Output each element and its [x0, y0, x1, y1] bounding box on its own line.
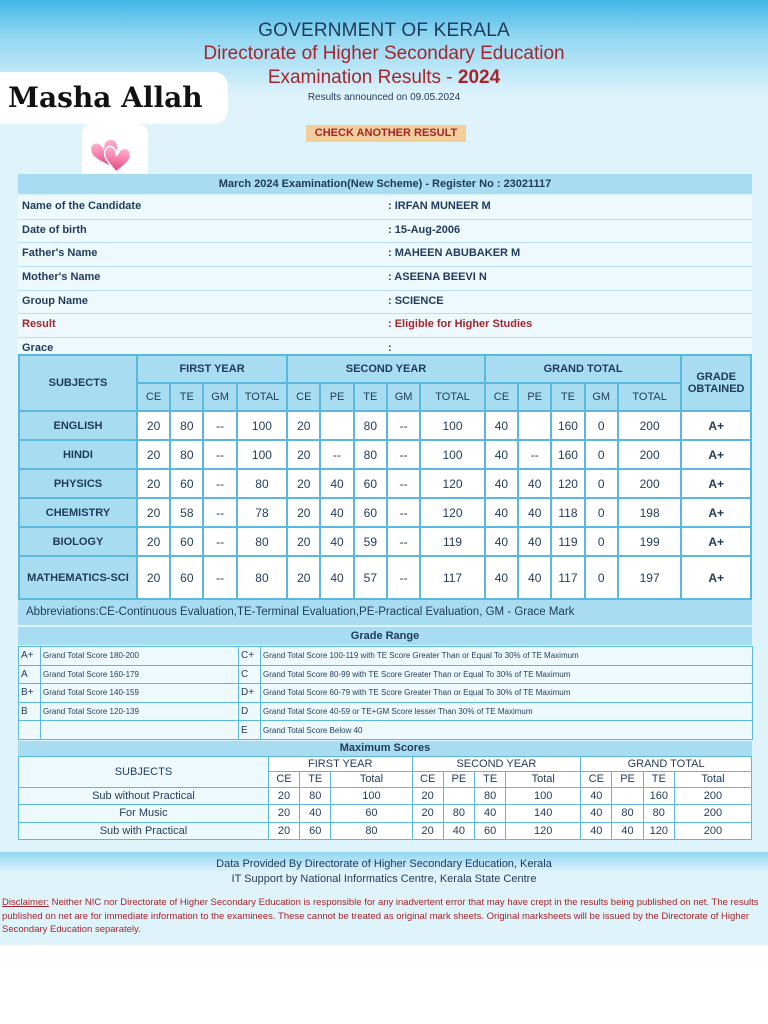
- column-header: CE: [268, 772, 299, 787]
- mark-cell: --: [387, 527, 420, 556]
- candidate-name-value: : IRFAN MUNEER M: [388, 200, 491, 212]
- grade-label: C: [239, 665, 261, 684]
- grade-label: A: [19, 665, 41, 684]
- mark-cell: 20: [137, 411, 170, 440]
- mark-cell: 200: [618, 411, 682, 440]
- max-score-cell: 40: [475, 805, 506, 822]
- mark-cell: 20: [287, 411, 320, 440]
- father-name-label: Father's Name: [22, 247, 98, 260]
- grade-cell: A+: [681, 527, 751, 556]
- mark-cell: 198: [618, 498, 682, 527]
- mark-cell: 0: [585, 411, 618, 440]
- result-label: Result: [22, 318, 56, 331]
- grade-description: Grand Total Score 80-99 with TE Score Greater Than or Equal To 30% of TE Maximum: [261, 665, 753, 684]
- table-row: [19, 469, 751, 498]
- max-subjects-header: SUBJECTS: [19, 757, 269, 788]
- group-name-label: Group Name: [22, 294, 89, 307]
- mark-cell: [518, 411, 551, 440]
- grade-label: B+: [19, 684, 41, 703]
- grade-description: Grand Total Score 40-59 or TE+GM Score lesser Than 30% of TE Maximum: [261, 702, 753, 721]
- data-provided-note: Data Provided By Directorate of Higher Secondary Education, Kerala: [216, 858, 552, 870]
- grade-label: D: [239, 702, 261, 721]
- mark-cell: --: [203, 469, 236, 498]
- mark-cell: 120: [420, 498, 485, 527]
- mark-cell: 160: [551, 440, 584, 469]
- grade-range-row: [19, 702, 753, 721]
- column-header: TE: [170, 383, 203, 411]
- max-subject-name: For Music: [19, 805, 269, 822]
- max-score-cell: 80: [643, 805, 674, 822]
- grade-cell: A+: [681, 498, 751, 527]
- column-header: TOTAL: [420, 383, 485, 411]
- grade-description: [41, 721, 239, 740]
- grade-description: Grand Total Score Below 40: [261, 721, 753, 740]
- max-score-cell: 80: [475, 787, 506, 804]
- mark-cell: 57: [354, 556, 387, 599]
- mark-cell: 80: [354, 440, 387, 469]
- mark-cell: 60: [170, 469, 203, 498]
- mark-cell: 0: [585, 498, 618, 527]
- max-score-cell: 80: [331, 822, 412, 839]
- mark-cell: 60: [170, 556, 203, 599]
- max-score-cell: 20: [412, 822, 443, 839]
- mark-cell: 78: [237, 498, 287, 527]
- mark-cell: [320, 411, 353, 440]
- column-header: CE: [412, 772, 443, 787]
- mark-cell: --: [387, 440, 420, 469]
- max-score-cell: [443, 787, 474, 804]
- grade-label: D+: [239, 684, 261, 703]
- mark-cell: 40: [485, 556, 518, 599]
- marks-table: [18, 354, 752, 600]
- table-row: [19, 411, 751, 440]
- max-score-cell: 60: [300, 822, 331, 839]
- mark-cell: 117: [551, 556, 584, 599]
- mark-cell: 40: [320, 498, 353, 527]
- max-first-year-header: FIRST YEAR: [268, 757, 412, 772]
- column-header: CE: [485, 383, 518, 411]
- max-score-cell: 40: [612, 822, 643, 839]
- column-header: PE: [443, 772, 474, 787]
- max-subject-name: Sub without Practical: [19, 787, 269, 804]
- mark-cell: 40: [485, 411, 518, 440]
- result-value: : Eligible for Higher Studies: [388, 318, 533, 331]
- max-score-cell: 40: [443, 822, 474, 839]
- mark-cell: 118: [551, 498, 584, 527]
- father-name-row: [18, 243, 752, 267]
- mark-cell: 20: [137, 556, 170, 599]
- mother-name-label: Mother's Name: [22, 271, 101, 284]
- mark-cell: 40: [485, 440, 518, 469]
- first-year-header: FIRST YEAR: [137, 355, 287, 383]
- it-support-note: IT Support by National Informatics Centre, Kerala State Centre: [231, 873, 537, 885]
- column-header: GM: [203, 383, 236, 411]
- max-second-year-header: SECOND YEAR: [412, 757, 581, 772]
- max-score-cell: 100: [506, 787, 581, 804]
- mark-cell: 60: [354, 498, 387, 527]
- max-score-cell: 60: [475, 822, 506, 839]
- mark-cell: --: [387, 498, 420, 527]
- subject-name: BIOLOGY: [19, 527, 137, 556]
- disclaimer-label: Disclaimer:: [2, 897, 49, 908]
- max-scores-body: [19, 787, 752, 839]
- grade-description: Grand Total Score 140-159: [41, 684, 239, 703]
- mark-cell: 20: [287, 469, 320, 498]
- mark-cell: 40: [518, 527, 551, 556]
- mother-name-row: [18, 267, 752, 291]
- mark-cell: 80: [237, 527, 287, 556]
- mark-cell: 119: [420, 527, 485, 556]
- grade-label: E: [239, 721, 261, 740]
- max-score-cell: 200: [674, 805, 751, 822]
- mark-cell: --: [320, 440, 353, 469]
- grand-total-header: GRAND TOTAL: [485, 355, 682, 383]
- mark-cell: 0: [585, 469, 618, 498]
- mark-cell: 80: [354, 411, 387, 440]
- grade-cell: A+: [681, 440, 751, 469]
- max-header-row: [19, 757, 752, 772]
- grade-range-title: Grade Range: [18, 627, 752, 645]
- mark-cell: 40: [485, 469, 518, 498]
- father-name-value: : MAHEEN ABUBAKER M: [388, 247, 521, 260]
- masha-allah-caption: Masha Allah: [0, 72, 228, 124]
- max-score-cell: 160: [643, 787, 674, 804]
- table-row: [19, 556, 751, 599]
- max-score-cell: 40: [581, 805, 612, 822]
- max-score-cell: 20: [268, 805, 299, 822]
- mother-name-value: : ASEENA BEEVI N: [388, 271, 487, 284]
- column-header: PE: [518, 383, 551, 411]
- grace-value: :: [388, 342, 392, 355]
- maximum-scores-title: Maximum Scores: [18, 741, 752, 756]
- exam-year: 2024: [457, 67, 501, 88]
- candidate-name-row: [18, 196, 752, 220]
- grade-description: Grand Total Score 160-179: [41, 665, 239, 684]
- column-header: PE: [320, 383, 353, 411]
- mark-cell: 40: [518, 498, 551, 527]
- directorate-title: Directorate of Higher Secondary Education: [203, 43, 565, 64]
- grade-label: C+: [239, 647, 261, 666]
- column-header: GM: [387, 383, 420, 411]
- dob-label: Date of birth: [22, 223, 87, 236]
- table-row: [19, 498, 751, 527]
- subject-name: HINDI: [19, 440, 137, 469]
- column-header: GM: [585, 383, 618, 411]
- grade-label: A+: [19, 647, 41, 666]
- max-score-cell: 40: [300, 805, 331, 822]
- mark-cell: 40: [320, 469, 353, 498]
- max-score-cell: 200: [674, 787, 751, 804]
- max-score-cell: 20: [412, 805, 443, 822]
- mark-cell: 40: [518, 556, 551, 599]
- grade-range-row: [19, 721, 753, 740]
- max-score-cell: [612, 787, 643, 804]
- mark-cell: --: [387, 411, 420, 440]
- max-score-cell: 20: [268, 822, 299, 839]
- mark-cell: 20: [287, 527, 320, 556]
- mark-cell: 80: [170, 411, 203, 440]
- column-header: TOTAL: [237, 383, 287, 411]
- disclaimer: [2, 896, 768, 937]
- mark-cell: --: [203, 527, 236, 556]
- column-header: TOTAL: [618, 383, 682, 411]
- mark-cell: 120: [420, 469, 485, 498]
- grade-range-body: [19, 647, 753, 740]
- mark-cell: 20: [287, 440, 320, 469]
- dob-value: : 15-Aug-2006: [388, 223, 461, 236]
- results-announced-date: Results announced on 09.05.2024: [307, 92, 461, 103]
- mark-cell: 20: [137, 527, 170, 556]
- grade-cell: A+: [681, 469, 751, 498]
- mark-cell: 20: [137, 469, 170, 498]
- max-score-cell: 40: [581, 822, 612, 839]
- max-grand-total-header: GRAND TOTAL: [581, 757, 752, 772]
- max-score-cell: 40: [581, 787, 612, 804]
- grade-description: Grand Total Score 180-200: [41, 647, 239, 666]
- max-score-cell: 60: [331, 805, 412, 822]
- grade-cell: A+: [681, 411, 751, 440]
- mark-cell: 200: [618, 469, 682, 498]
- grade-range-row: [19, 665, 753, 684]
- column-header: CE: [581, 772, 612, 787]
- mark-cell: --: [518, 440, 551, 469]
- grade-description: Grand Total Score 100-119 with TE Score Greater Than or Equal To 30% of TE Maximum: [261, 647, 753, 666]
- mark-cell: 20: [287, 556, 320, 599]
- dob-row: [18, 220, 752, 244]
- max-score-cell: 100: [331, 787, 412, 804]
- mark-cell: 20: [137, 498, 170, 527]
- mark-cell: 0: [585, 556, 618, 599]
- check-another-result-button[interactable]: CHECK ANOTHER RESULT: [306, 125, 466, 142]
- maximum-scores-table: [18, 756, 752, 840]
- subject-name: PHYSICS: [19, 469, 137, 498]
- subject-name: ENGLISH: [19, 411, 137, 440]
- max-score-cell: 140: [506, 805, 581, 822]
- grade-label: [19, 721, 41, 740]
- mark-cell: 100: [420, 411, 485, 440]
- mark-cell: --: [387, 469, 420, 498]
- column-header: Total: [506, 772, 581, 787]
- disclaimer-text: Neither NIC nor Directorate of Higher Secondary Education is responsible for any inadvertent error that may have crept in the results being published on net. The results published on net are for immediate information to the examinees. These cannot be treated as original mark sheets. Original marksheets will be issued by the Directorate of Higher Secondary Education separately.: [2, 897, 759, 935]
- mark-cell: 20: [287, 498, 320, 527]
- grade-cell: A+: [681, 556, 751, 599]
- max-score-cell: 200: [674, 822, 751, 839]
- grade-range-row: [19, 684, 753, 703]
- mark-cell: 120: [551, 469, 584, 498]
- grade-obtained-header: GRADE OBTAINED: [681, 355, 751, 411]
- group-name-value: : SCIENCE: [388, 294, 444, 307]
- max-score-cell: 120: [643, 822, 674, 839]
- mark-cell: 59: [354, 527, 387, 556]
- max-score-cell: 80: [612, 805, 643, 822]
- mark-cell: 100: [420, 440, 485, 469]
- max-score-cell: 20: [268, 787, 299, 804]
- grade-label: B: [19, 702, 41, 721]
- subject-name: MATHEMATICS-SCI: [19, 556, 137, 599]
- mark-cell: 60: [354, 469, 387, 498]
- mark-cell: 40: [320, 556, 353, 599]
- mark-cell: 80: [237, 469, 287, 498]
- max-score-cell: 80: [443, 805, 474, 822]
- mark-cell: --: [203, 498, 236, 527]
- abbreviations-note: Abbreviations:CE-Continuous Evaluation,TE-Terminal Evaluation,PE-Practical Evaluation, GM - Grace Mark: [18, 600, 752, 625]
- exam-register-title: March 2024 Examination(New Scheme) - Register No : 23021117: [18, 174, 752, 194]
- column-header: Total: [331, 772, 412, 787]
- mark-cell: 80: [170, 440, 203, 469]
- mark-cell: --: [387, 556, 420, 599]
- mark-cell: 80: [237, 556, 287, 599]
- mark-cell: 40: [485, 498, 518, 527]
- table-row: [19, 440, 751, 469]
- mark-cell: 160: [551, 411, 584, 440]
- column-header: CE: [287, 383, 320, 411]
- column-header: TE: [551, 383, 584, 411]
- result-row: [18, 314, 752, 338]
- mark-cell: 100: [237, 440, 287, 469]
- mark-cell: --: [203, 556, 236, 599]
- table-row: [19, 805, 752, 822]
- column-header: TE: [354, 383, 387, 411]
- mark-cell: --: [203, 411, 236, 440]
- mark-cell: 40: [485, 527, 518, 556]
- exam-results-prefix: Examination Results -: [267, 67, 458, 88]
- grade-description: Grand Total Score 120-139: [41, 702, 239, 721]
- max-score-cell: 120: [506, 822, 581, 839]
- column-header: TE: [475, 772, 506, 787]
- column-header: Total: [674, 772, 751, 787]
- grace-label: Grace: [22, 342, 54, 355]
- mark-cell: 40: [320, 527, 353, 556]
- table-row: [19, 787, 752, 804]
- grade-range-table: [18, 646, 753, 740]
- table-row: [19, 822, 752, 839]
- mark-cell: 197: [618, 556, 682, 599]
- mark-cell: 117: [420, 556, 485, 599]
- marks-header-row: [19, 355, 751, 383]
- mark-cell: 20: [137, 440, 170, 469]
- subjects-header: SUBJECTS: [19, 355, 137, 411]
- mark-cell: 0: [585, 440, 618, 469]
- mark-cell: 199: [618, 527, 682, 556]
- mark-cell: 0: [585, 527, 618, 556]
- grade-description: Grand Total Score 60-79 with TE Score Greater Than or Equal To 30% of TE Maximum: [261, 684, 753, 703]
- column-header: TE: [300, 772, 331, 787]
- candidate-details: [18, 196, 752, 362]
- mark-cell: 200: [618, 440, 682, 469]
- marks-body: [19, 411, 751, 599]
- candidate-name-label: Name of the Candidate: [22, 200, 142, 212]
- group-name-row: [18, 291, 752, 315]
- max-subject-name: Sub with Practical: [19, 822, 269, 839]
- mark-cell: 119: [551, 527, 584, 556]
- max-score-cell: 20: [412, 787, 443, 804]
- grade-range-row: [19, 647, 753, 666]
- max-score-cell: 80: [300, 787, 331, 804]
- mark-cell: 100: [237, 411, 287, 440]
- subject-name: CHEMISTRY: [19, 498, 137, 527]
- mark-cell: 40: [518, 469, 551, 498]
- second-year-header: SECOND YEAR: [287, 355, 485, 383]
- column-header: CE: [137, 383, 170, 411]
- government-title: GOVERNMENT OF KERALA: [258, 20, 510, 41]
- column-header: TE: [643, 772, 674, 787]
- mark-cell: --: [203, 440, 236, 469]
- mark-cell: 60: [170, 527, 203, 556]
- column-header: PE: [612, 772, 643, 787]
- table-row: [19, 527, 751, 556]
- mark-cell: 58: [170, 498, 203, 527]
